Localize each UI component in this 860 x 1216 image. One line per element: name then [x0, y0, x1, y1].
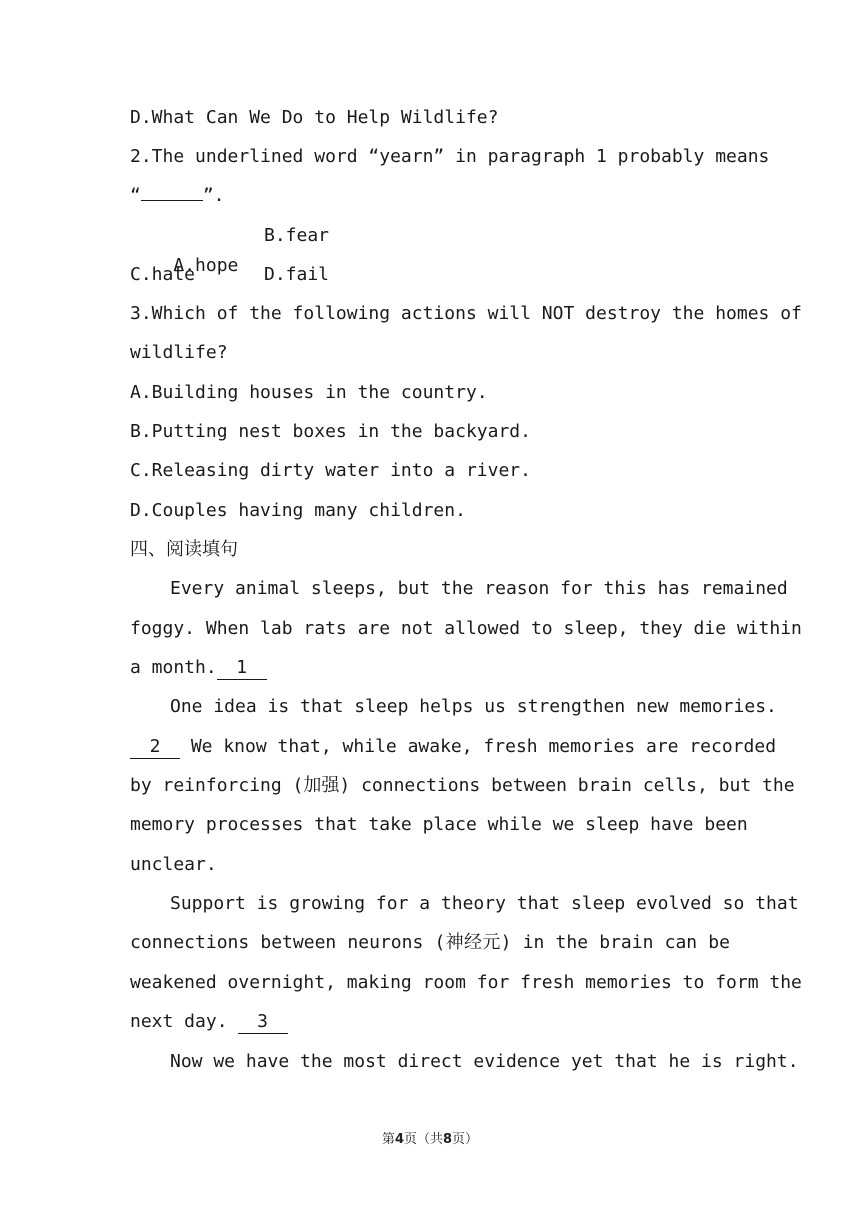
- footer-mid: 页（共: [403, 1132, 443, 1147]
- q2-option-c: C.hate: [130, 264, 196, 285]
- q2-option-b: B.fear: [264, 225, 330, 246]
- p2-line5: unclear.: [130, 854, 217, 875]
- q2-answer-blank: [141, 200, 203, 201]
- q2-close-quote: ”.: [202, 185, 225, 206]
- p3-line2: connections between neurons (神经元) in the brain can be: [130, 932, 730, 953]
- q3-option-c: C.Releasing dirty water into a river.: [130, 460, 531, 481]
- q3-option-b: B.Putting nest boxes in the backyard.: [130, 421, 531, 442]
- blank-3: 3: [238, 1011, 288, 1034]
- blank-2: 2: [130, 736, 180, 759]
- p4-line1: Now we have the most direct evidence yet that he is right.: [170, 1051, 799, 1072]
- q2-stem-line1: 2.The underlined word “yearn” in paragraph 1 probably means: [130, 146, 770, 167]
- p2-line2: [130, 732, 777, 762]
- q3-option-a: A.Building houses in the country.: [130, 382, 488, 403]
- q3-stem-line1: 3.Which of the following actions will NOT destroy the homes of: [130, 303, 802, 324]
- p1-line3: [130, 653, 730, 683]
- p2-line4: memory processes that take place while we sleep have been: [130, 814, 748, 835]
- p3-line4: [130, 1007, 730, 1037]
- p1-line2: foggy. When lab rats are not allowed to sleep, they die within: [130, 618, 802, 639]
- footer-prefix: 第: [381, 1132, 395, 1147]
- q3-option-d: D.Couples having many children.: [130, 500, 466, 521]
- p1-line3-text: a month.: [130, 657, 217, 678]
- p2-line1: One idea is that sleep helps us strengthen new memories.: [170, 696, 777, 717]
- footer-total-pages: 8: [443, 1132, 453, 1147]
- p3-line4-text: next day.: [130, 1011, 228, 1032]
- blank-1: 1: [217, 657, 267, 680]
- p3-line1: Support is growing for a theory that sleep evolved so that: [170, 893, 799, 914]
- q2-open-quote: “: [130, 185, 141, 206]
- q1-option-d: D.What Can We Do to Help Wildlife?: [130, 107, 499, 128]
- q3-stem-line2: wildlife?: [130, 342, 228, 363]
- footer-page-number: 4: [394, 1132, 404, 1147]
- page-footer: [0, 1128, 860, 1147]
- p3-line3: weakened overnight, making room for fresh memories to form the: [130, 972, 802, 993]
- section-heading: 四、阅读填句: [130, 539, 238, 560]
- q2-stem-line2: [130, 181, 730, 211]
- q2-option-a: A.hope: [173, 255, 239, 276]
- footer-suffix: 页）: [452, 1132, 479, 1147]
- p2-line2-text: We know that, while awake, fresh memories are recorded: [180, 736, 777, 757]
- q2-option-d: D.fail: [264, 264, 330, 285]
- p2-line3: by reinforcing (加强) connections between brain cells, but the: [130, 775, 795, 796]
- p1-line1: Every animal sleeps, but the reason for this has remained: [170, 578, 788, 599]
